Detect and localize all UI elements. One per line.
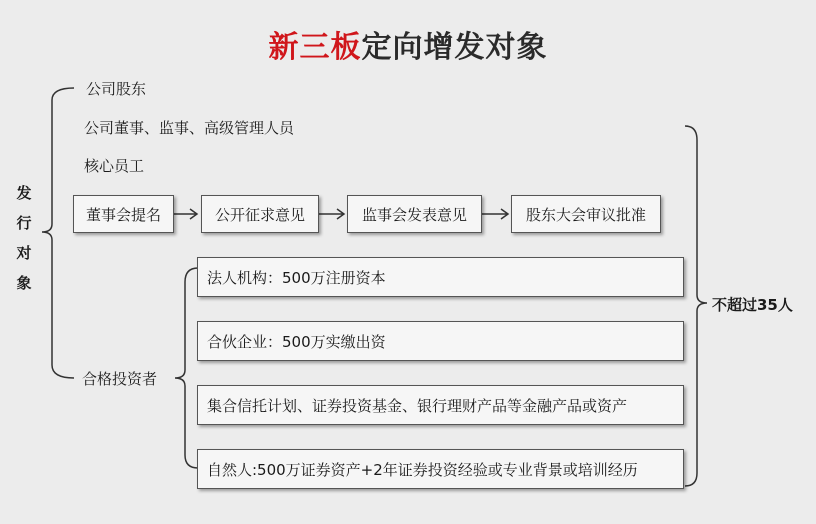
step-public-consultation: 公开征求意见 [201, 195, 319, 233]
step-shareholder-approval: 股东大会审议批准 [511, 195, 661, 233]
page-title [0, 22, 816, 66]
right-brace [685, 126, 707, 486]
investor-type-financial-products: 集合信托计划、证券投资基金、银行理财产品等金融产品或资产 [197, 385, 684, 425]
arrow-1 [174, 209, 197, 219]
investor-type-natural-person: 自然人:500万证券资产+2年证券投资经验或专业背景或培训经历 [197, 449, 684, 489]
arrow-2 [319, 209, 344, 219]
qualified-investor-label: 合格投资者 [82, 370, 158, 388]
arrow-3 [482, 209, 508, 219]
limit-label: 不超过35人 [712, 296, 793, 314]
target-core-staff: 核心员工 [84, 157, 145, 175]
target-shareholders: 公司股东 [86, 80, 147, 98]
side-label-issuance-targets: 发 行 对 象 [16, 184, 32, 292]
step-supervisory-opinion: 监事会发表意见 [347, 195, 482, 233]
title-rest: 定向增发对象 [361, 30, 548, 65]
investor-brace [175, 268, 198, 468]
investor-type-legal-entity: 法人机构：500万注册资本 [197, 257, 684, 297]
main-brace [42, 88, 74, 378]
target-executives: 公司董事、监事、高级管理人员 [84, 119, 295, 137]
investor-type-partnership: 合伙企业：500万实缴出资 [197, 321, 684, 361]
step-board-nomination: 董事会提名 [73, 195, 174, 233]
title-highlight: 新三板 [268, 30, 362, 65]
